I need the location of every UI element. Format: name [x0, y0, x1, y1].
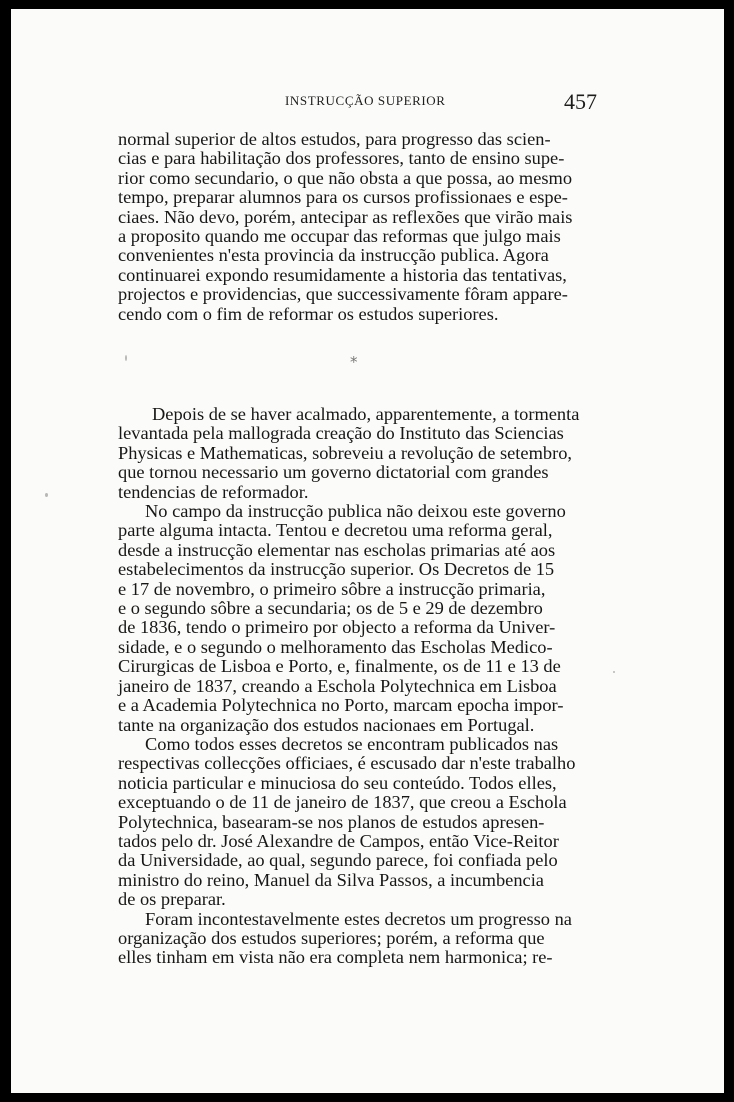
text-line: levantada pela mallograda creação do Instituto das Sciencias — [118, 423, 564, 444]
text-line: convenientes n'esta provincia da instrucção publica. Agora — [118, 245, 549, 266]
page-header — [11, 89, 724, 113]
text-line: cias e para habilitação dos professores, tanto de ensino supe- — [118, 148, 565, 169]
text-line: desde a instrucção elementar nas escholas primarias até aos — [118, 539, 556, 560]
text-line: Physicas e Mathematicas, sobreveiu a revolução de setembro, — [118, 442, 572, 463]
text-line: e 17 de novembro, o primeiro sôbre a instrucção primaria, — [118, 578, 546, 599]
text-line: ministro do reino, Manuel da Silva Passos, a incumbencia — [118, 869, 544, 890]
text-line: rior como secundario, o que não obsta a que possa, ao mesmo — [118, 167, 573, 188]
section-separator: * — [350, 353, 358, 371]
text-line: Cirurgicas de Lisboa e Porto, e, finalmente, os de 11 e 13 de — [118, 656, 561, 677]
text-line: a proposito quando me occupar das reformas que julgo mais — [118, 226, 561, 247]
text-line: No campo da instrucção publica não deixou este governo — [145, 501, 566, 522]
text-line: janeiro de 1837, creando a Eschola Polytechnica em Lisboa — [118, 675, 557, 696]
text-line: sidade, e o segundo o melhoramento das Escholas Medico- — [118, 636, 553, 657]
paragraph-revolution — [118, 405, 598, 502]
text-line: elles tinham em vista não era completa nem harmonica; re- — [118, 947, 553, 968]
text-line: Foram incontestavelmente estes decretos um progresso na — [145, 908, 572, 929]
scan-speck — [45, 493, 48, 497]
text-line: parte alguma intacta. Tentou e decretou uma reforma geral, — [118, 520, 553, 541]
text-line: estabelecimentos da instrucção superior. Os Decretos de 15 — [118, 559, 555, 580]
paragraph-collections — [118, 735, 598, 910]
text-line: de os preparar. — [118, 889, 226, 910]
text-line: projectos e providencias, que successivamente fôram appare- — [118, 284, 568, 305]
paragraph-continued — [118, 130, 598, 324]
book-page — [11, 9, 724, 1093]
text-line: de 1836, tendo o primeiro por objecto a reforma da Univer- — [118, 617, 556, 638]
running-title: INSTRUCÇÃO SUPERIOR — [285, 93, 446, 108]
text-line: tados pelo dr. José Alexandre de Campos, então Vice-Reitor — [118, 830, 559, 851]
text-line: tante na organização dos estudos nacionaes em Portugal. — [118, 714, 535, 735]
text-line: e o segundo sôbre a secundaria; os de 5 e 29 de dezembro — [118, 598, 543, 619]
text-line: cendo com o fim de reformar os estudos superiores. — [118, 303, 499, 324]
paragraph-decrees — [118, 502, 598, 735]
text-line: continuarei expondo resumidamente a historia das tentativas, — [118, 264, 567, 285]
text-line: e a Academia Polytechnica no Porto, marcam epocha impor- — [118, 695, 564, 716]
text-line: respectivas collecções officiaes, é escusado dar n'este trabalho — [118, 753, 576, 774]
text-line: Polytechnica, basearam-se nos planos de estudos apresen- — [118, 811, 545, 832]
text-line: normal superior de altos estudos, para progresso das scien- — [118, 129, 551, 149]
text-line: Como todos esses decretos se encontram publicados nas — [145, 733, 559, 754]
text-line: exceptuando o de 11 de janeiro de 1837, que creou a Eschola — [118, 792, 567, 813]
scan-speck — [125, 355, 127, 361]
text-line: que tornou necessario um governo dictatorial com grandes — [118, 462, 549, 483]
section-body — [118, 405, 598, 968]
text-line: tendencias de reformador. — [118, 481, 309, 502]
scan-speck — [613, 671, 615, 673]
page-number: 457 — [564, 89, 597, 114]
paragraph-progress — [118, 910, 598, 968]
text-line: ciaes. Não devo, porém, antecipar as reflexões que virão mais — [118, 206, 573, 227]
text-line: noticia particular e minuciosa do seu conteúdo. Todos elles, — [118, 772, 557, 793]
text-line: Depois de se haver acalmado, apparentemente, a tormenta — [152, 404, 580, 424]
text-line: organização dos estudos superiores; porém, a reforma que — [118, 927, 545, 948]
text-line: tempo, preparar alumnos para os cursos profissionaes e espe- — [118, 187, 568, 208]
text-line: da Universidade, ao qual, segundo parece, foi confiada pelo — [118, 850, 558, 871]
